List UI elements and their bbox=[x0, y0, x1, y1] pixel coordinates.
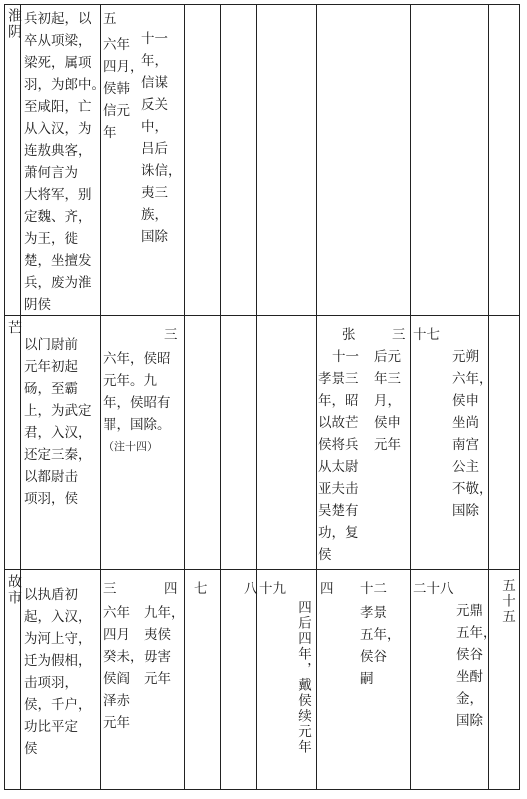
cell-text: 孝景三 年，昭 以故芒 侯将兵 从太尉 亚夫击 吴楚有 功，复 侯 bbox=[318, 371, 359, 563]
year-count: 四 bbox=[320, 581, 334, 597]
year-count: 十七 bbox=[413, 327, 440, 343]
grid-line bbox=[410, 4, 411, 790]
cell-text: 元鼎 五年， 侯谷 坐酎 金， 国除 bbox=[456, 603, 497, 729]
grid-line bbox=[4, 789, 520, 790]
year-count: 四 bbox=[164, 581, 178, 597]
year-count: 三 bbox=[103, 581, 117, 597]
row-description: 以门尉前 元年初起 砀，至霸 上，为武定 君，入汉， 还定三秦， 以都尉击 项羽，侯 bbox=[24, 337, 92, 507]
year-count: 五 bbox=[103, 11, 117, 27]
cell-text: 十一 年， 信谋 反关 中， 吕后 诛信， 夷三 族， 国除 bbox=[141, 31, 182, 245]
grid-line bbox=[316, 4, 317, 790]
grid-line bbox=[4, 569, 520, 570]
cell-text: 六年，侯昭 元年。九 年，侯昭有 罪，国除。 bbox=[103, 351, 171, 433]
cell-text: 九年， 夷侯 毋害 元年 bbox=[144, 605, 185, 687]
year-count: 七 bbox=[194, 581, 208, 597]
cell-text: 四后四年，戴侯续元年 bbox=[295, 600, 311, 755]
grid-line bbox=[256, 4, 257, 790]
grid-line bbox=[4, 4, 5, 790]
history-table bbox=[4, 4, 520, 790]
year-count: 八 bbox=[244, 581, 258, 597]
grid-line bbox=[519, 4, 520, 790]
grid-line bbox=[4, 4, 520, 5]
row-name: 芒 bbox=[6, 320, 22, 336]
year-count: 十二 bbox=[360, 581, 387, 597]
note: （注十四） bbox=[103, 440, 158, 453]
cell-text: 六年 四月， 侯韩 信元 年 bbox=[103, 37, 144, 141]
year-count: 二十八 bbox=[413, 581, 454, 597]
cell-text: 后元 年三 月， 侯申 元年 bbox=[374, 349, 401, 453]
row-description: 以执盾初 起，入汉， 为河上守， 迁为假相， 击项羽， 侯，千户， 功比平定 侯 bbox=[24, 587, 92, 757]
year-count: 三 bbox=[164, 327, 178, 343]
year-count: 十一 bbox=[332, 349, 359, 365]
year-count: 五十五 bbox=[499, 578, 515, 625]
row-name: 淮阴 bbox=[6, 8, 22, 40]
row-description: 兵初起，以 卒从项梁， 梁死，属项 羽，为郎中。 至咸阳，亡 从入汉，为 连敖典客， 萧何言为 大将军，别 定魏、齐， 为王，徙 楚，坐擅发 兵，废为淮 阴侯 bbox=[24, 11, 105, 313]
row-name: 故市 bbox=[6, 574, 22, 606]
cell-text: 元朔 六年， 侯申 坐尚 南宫 公主 不敬， 国除 bbox=[452, 349, 493, 519]
grid-line bbox=[20, 4, 21, 790]
grid-line bbox=[220, 4, 221, 790]
cell-text: 孝景 五年， 侯谷 嗣 bbox=[360, 605, 401, 687]
cell-text: 张 bbox=[342, 327, 356, 343]
year-count: 三 bbox=[392, 327, 406, 343]
year-count: 十九 bbox=[259, 581, 286, 597]
cell-text: 六年 四月 癸未， 侯阎 泽赤 元年 bbox=[103, 605, 144, 731]
